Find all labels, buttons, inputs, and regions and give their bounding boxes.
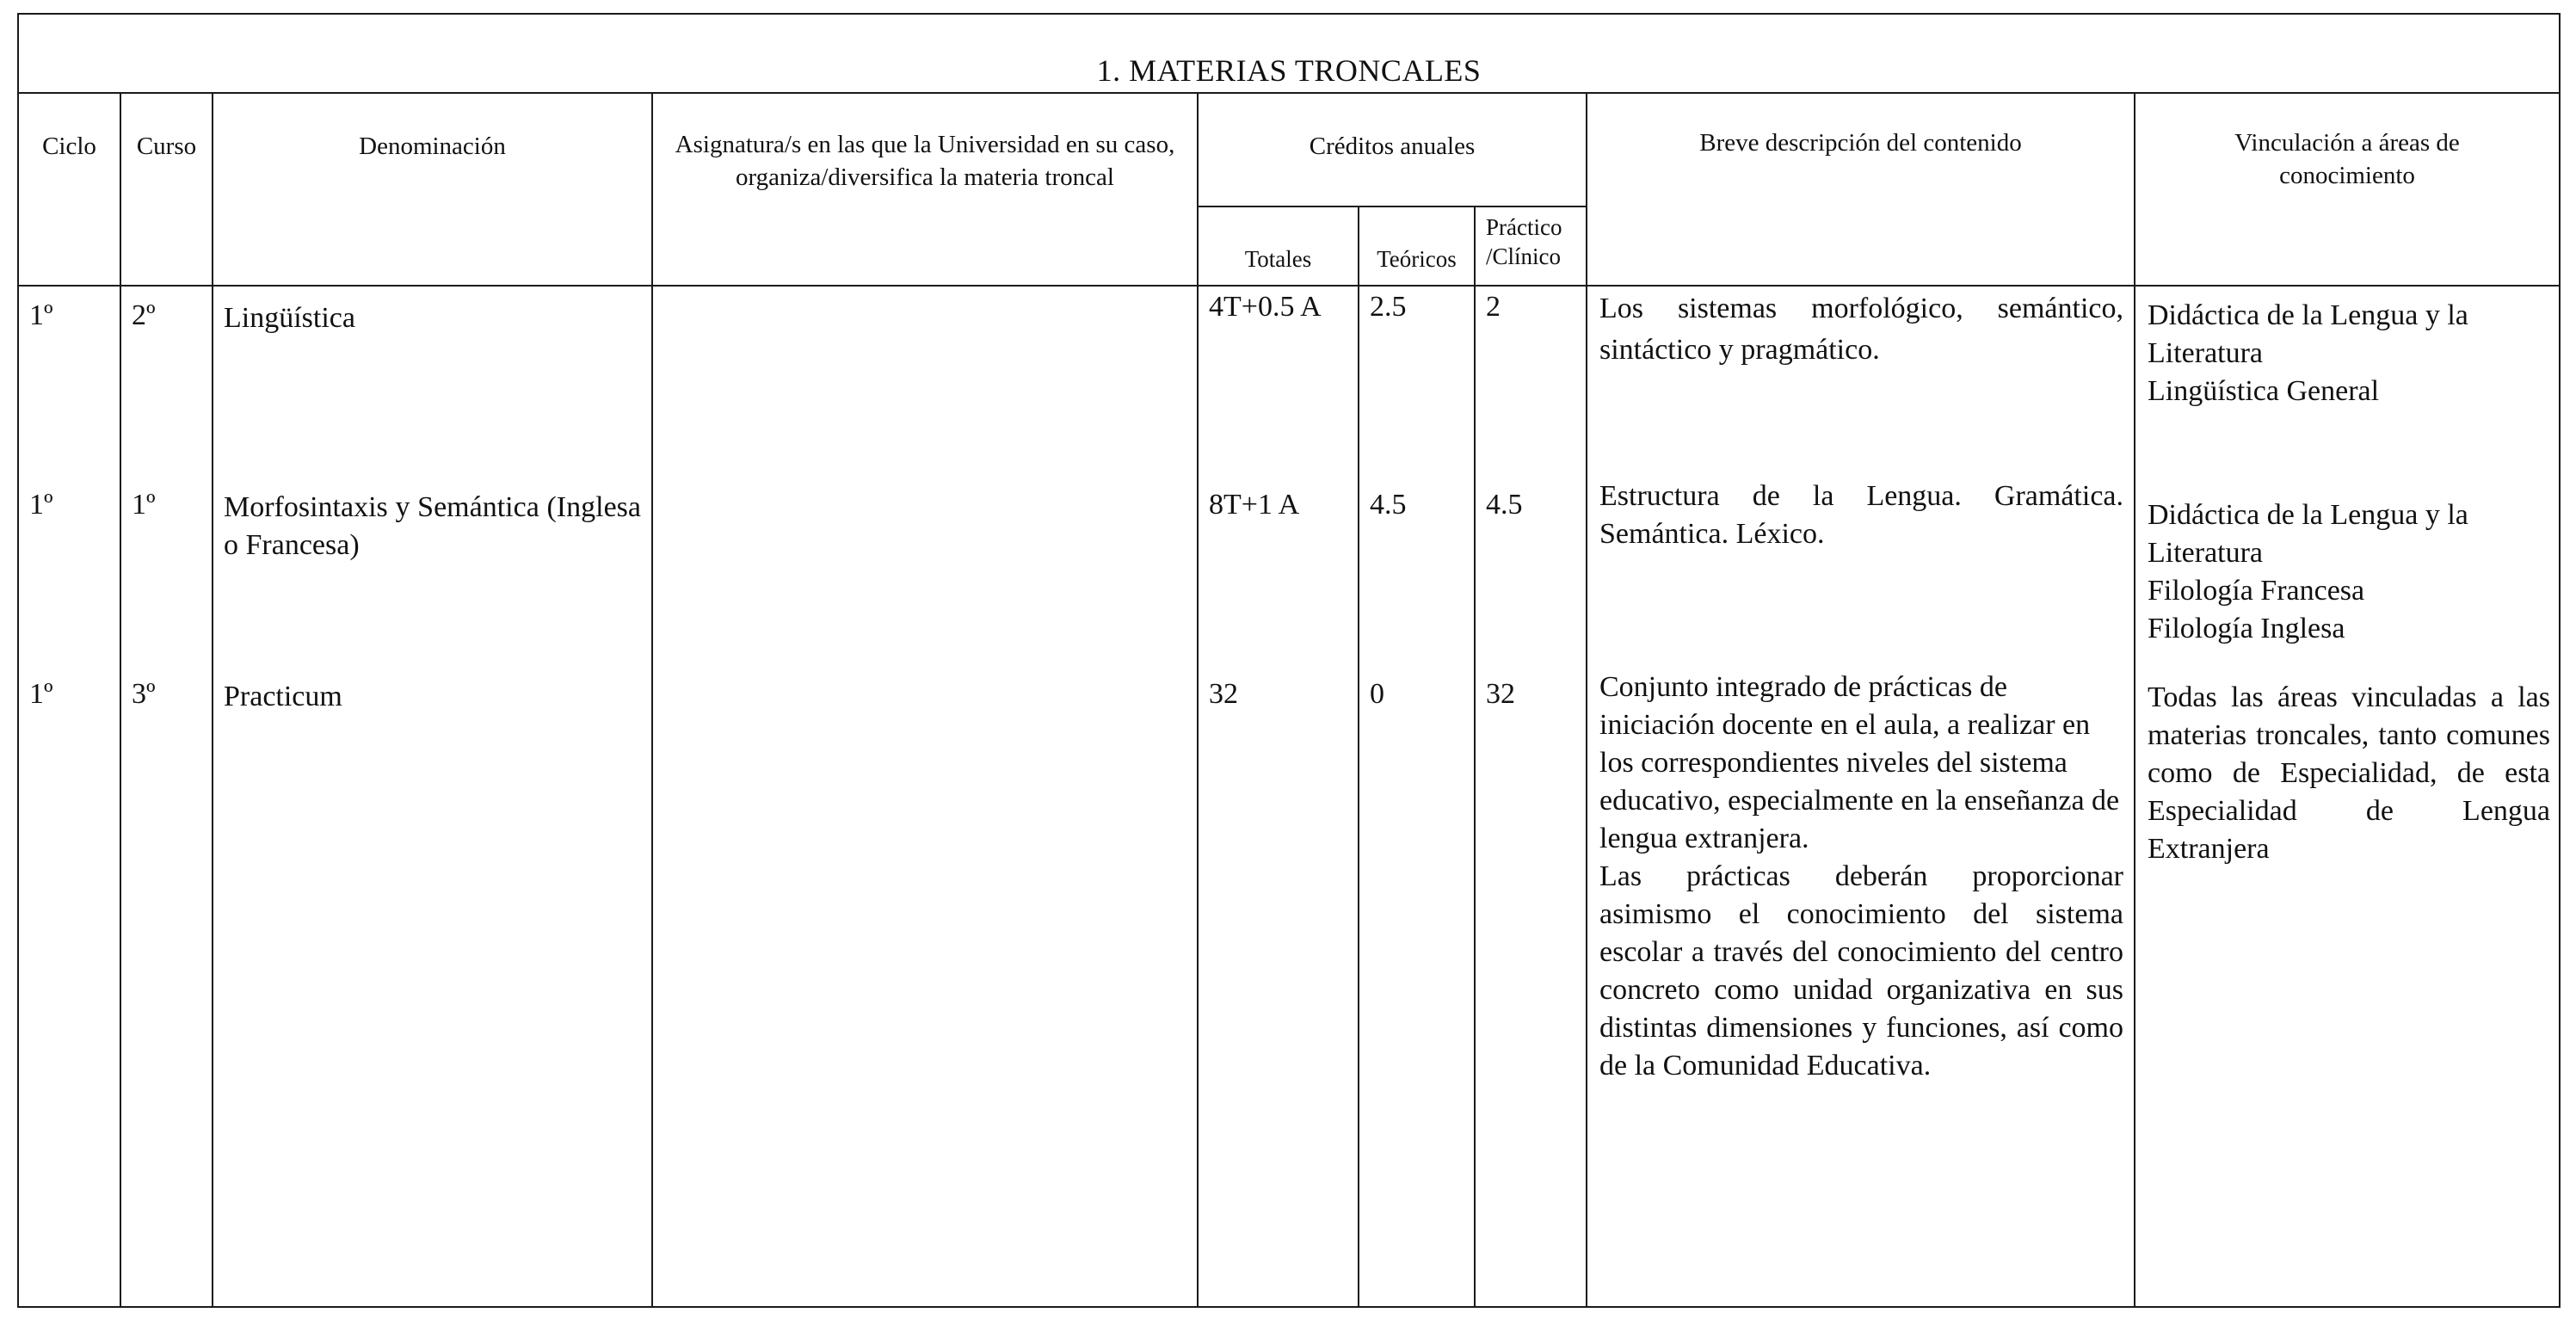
column-totales bbox=[1198, 286, 1359, 1307]
header-teoricos: Teóricos bbox=[1359, 206, 1475, 286]
descripcion-cell-3a: Conjunto integrado de prácticas de iniciación docente en el aula, a realizar en los correspondientes niveles del sistema educativo, especialmente en la enseñanza de lengua extranjera. bbox=[1599, 671, 2120, 854]
vinculacion-1-item-2: Lingüística General bbox=[2148, 375, 2380, 407]
practico-cell-3: 32 bbox=[1486, 678, 1515, 710]
column-asignaturas bbox=[652, 286, 1198, 1307]
vinculacion-2-item-1: Didáctica de la Lengua y la Literatura bbox=[2148, 499, 2468, 569]
column-curso bbox=[120, 286, 213, 1307]
title-row bbox=[18, 14, 2560, 93]
column-descripcion bbox=[1587, 286, 2135, 1307]
curso-cell-2: 1º bbox=[132, 489, 156, 521]
header-denominacion: Denominación bbox=[213, 93, 652, 286]
header-practico: Práctico /Clínico bbox=[1475, 206, 1587, 286]
header-asignaturas: Asignatura/s en las que la Universidad en su caso, organiza/diversifica la materia troncal bbox=[652, 93, 1198, 286]
materias-table bbox=[17, 13, 2561, 1308]
body-row bbox=[18, 286, 2560, 1307]
denominacion-cell-2: Morfosintaxis y Semántica (Inglesa o Francesa) bbox=[224, 491, 641, 561]
vinculacion-cell-2 bbox=[2148, 488, 2550, 675]
document-sheet bbox=[17, 13, 2559, 1308]
header-descripcion: Breve descripción del contenido bbox=[1587, 93, 2135, 286]
teoricos-cell-1: 2.5 bbox=[1370, 291, 1407, 323]
practico-cell-2: 4.5 bbox=[1486, 489, 1523, 521]
header-totales: Totales bbox=[1198, 206, 1359, 286]
ciclo-cell-3: 1º bbox=[29, 678, 53, 710]
column-teoricos bbox=[1359, 286, 1475, 1307]
teoricos-cell-3: 0 bbox=[1370, 678, 1384, 710]
denominacion-cell-3: Practicum bbox=[224, 681, 342, 712]
teoricos-cell-2: 4.5 bbox=[1370, 489, 1407, 521]
column-ciclo bbox=[18, 286, 120, 1307]
column-vinculacion bbox=[2135, 286, 2560, 1307]
curso-cell-3: 3º bbox=[132, 678, 156, 710]
vinculacion-2-item-3: Filología Inglesa bbox=[2148, 613, 2345, 644]
header-curso: Curso bbox=[120, 93, 213, 286]
table-title: 1. MATERIAS TRONCALES bbox=[18, 14, 2560, 93]
vinculacion-cell-1 bbox=[2148, 297, 2550, 488]
practico-cell-1: 2 bbox=[1486, 291, 1501, 323]
header-ciclo: Ciclo bbox=[18, 93, 120, 286]
ciclo-cell-2: 1º bbox=[29, 489, 53, 521]
column-practico bbox=[1475, 286, 1587, 1307]
totales-cell-3: 32 bbox=[1209, 678, 1238, 710]
descripcion-cell-3b: Las prácticas deberán proporcionar asimismo el conocimiento del sistema escolar a través del conocimiento del centro concreto como unidad organizativa en sus distintas dimensiones y funciones, así como de la Comunidad Educativa. bbox=[1599, 860, 2123, 1082]
vinculacion-cell-3: Todas las áreas vinculadas a las materias troncales, tanto comunes como de Especialidad, de esta Especialidad de Lengua Extranjera bbox=[2148, 681, 2551, 865]
totales-cell-1: 4T+0.5 A bbox=[1209, 291, 1322, 323]
column-denominacion bbox=[213, 286, 652, 1307]
descripcion-cell-1: Los sistemas morfológico, semántico, sintáctico y pragmático. bbox=[1599, 293, 2123, 366]
descripcion-cell-2: Estructura de la Lengua. Gramática. Semántica. Léxico. bbox=[1599, 480, 2123, 550]
ciclo-cell-1: 1º bbox=[29, 299, 53, 331]
curso-cell-1: 2º bbox=[132, 299, 156, 331]
denominacion-cell-1: Lingüística bbox=[224, 302, 355, 334]
header-row bbox=[18, 93, 2560, 206]
header-vinculacion: Vinculación a áreas de conocimiento bbox=[2135, 93, 2560, 286]
header-creditos: Créditos anuales bbox=[1198, 93, 1587, 206]
totales-cell-2: 8T+1 A bbox=[1209, 489, 1300, 521]
vinculacion-1-item-1: Didáctica de la Lengua y la Literatura bbox=[2148, 299, 2468, 369]
vinculacion-2-item-2: Filología Francesa bbox=[2148, 575, 2365, 607]
